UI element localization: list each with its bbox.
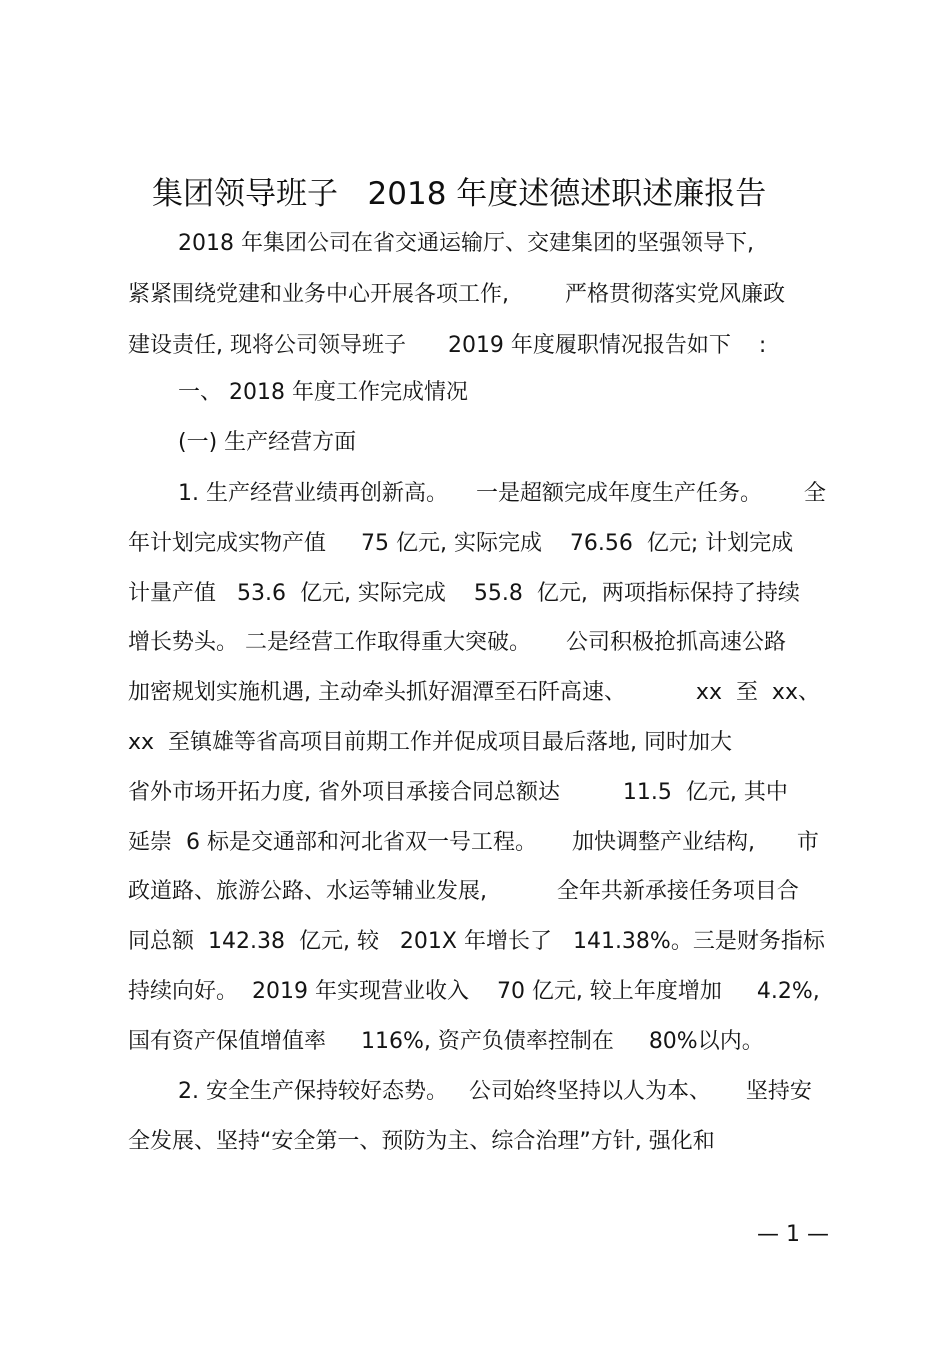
body-line-8: 加密规划实施机遇, 主动牵头抓好湄潭至石阡高速、 xx 至 xx、 bbox=[128, 680, 820, 705]
body-line-4: 1. 生产经营业绩再创新高。 一是超额完成年度生产任务。 全 bbox=[178, 481, 826, 506]
page-number: — 1 — bbox=[757, 1222, 829, 1247]
body-line-13: 同总额 142.38 亿元, 较 201X 年增长了 141.38%。三是财务指标 bbox=[128, 929, 825, 954]
body-line-10: 省外市场开拓力度, 省外项目承接合同总额达 11.5 亿元, 其中 bbox=[128, 780, 788, 805]
section-heading-1: 一、 2018 年度工作完成情况 bbox=[178, 380, 468, 405]
subsection-heading-1: (一) 生产经营方面 bbox=[178, 430, 357, 455]
body-line-5: 年计划完成实物产值 75 亿元, 实际完成 76.56 亿元; 计划完成 bbox=[128, 531, 794, 556]
body-line-14: 持续向好。 2019 年实现营业收入 70 亿元, 较上年度增加 4.2%, bbox=[128, 979, 820, 1004]
body-line-15: 国有资产保值增值率 116%, 资产负债率控制在 80%以内。 bbox=[128, 1029, 764, 1054]
body-line-11: 延崇 6 标是交通部和河北省双一号工程。 加快调整产业结构, 市 bbox=[128, 830, 819, 855]
body-line-12: 政道路、旅游公路、水运等辅业发展, 全年共新承接任务项目合 bbox=[128, 879, 799, 904]
body-line-2: 紧紧围绕党建和业务中心开展各项工作, 严格贯彻落实党风廉政 bbox=[128, 282, 785, 307]
body-line-16: 2. 安全生产保持较好态势。 公司始终坚持以人为本、 坚持安 bbox=[178, 1079, 812, 1104]
body-line-6: 计量产值 53.6 亿元, 实际完成 55.8 亿元, 两项指标保持了持续 bbox=[128, 581, 800, 606]
body-line-17: 全发展、坚持“安全第一、预防为主、综合治理”方针, 强化和 bbox=[128, 1129, 715, 1154]
document-title: 集团领导班子 2018 年度述德述职述廉报告 bbox=[152, 176, 767, 212]
body-line-7: 增长势头。 二是经营工作取得重大突破。 公司积极抢抓高速公路 bbox=[128, 630, 786, 655]
body-line-1: 2018 年集团公司在省交通运输厅、交建集团的坚强领导下, bbox=[178, 231, 754, 256]
body-line-9: xx 至镇雄等省高项目前期工作并促成项目最后落地, 同时加大 bbox=[128, 730, 733, 755]
body-line-3: 建设责任, 现将公司领导班子 2019 年度履职情况报告如下 : bbox=[128, 333, 767, 358]
